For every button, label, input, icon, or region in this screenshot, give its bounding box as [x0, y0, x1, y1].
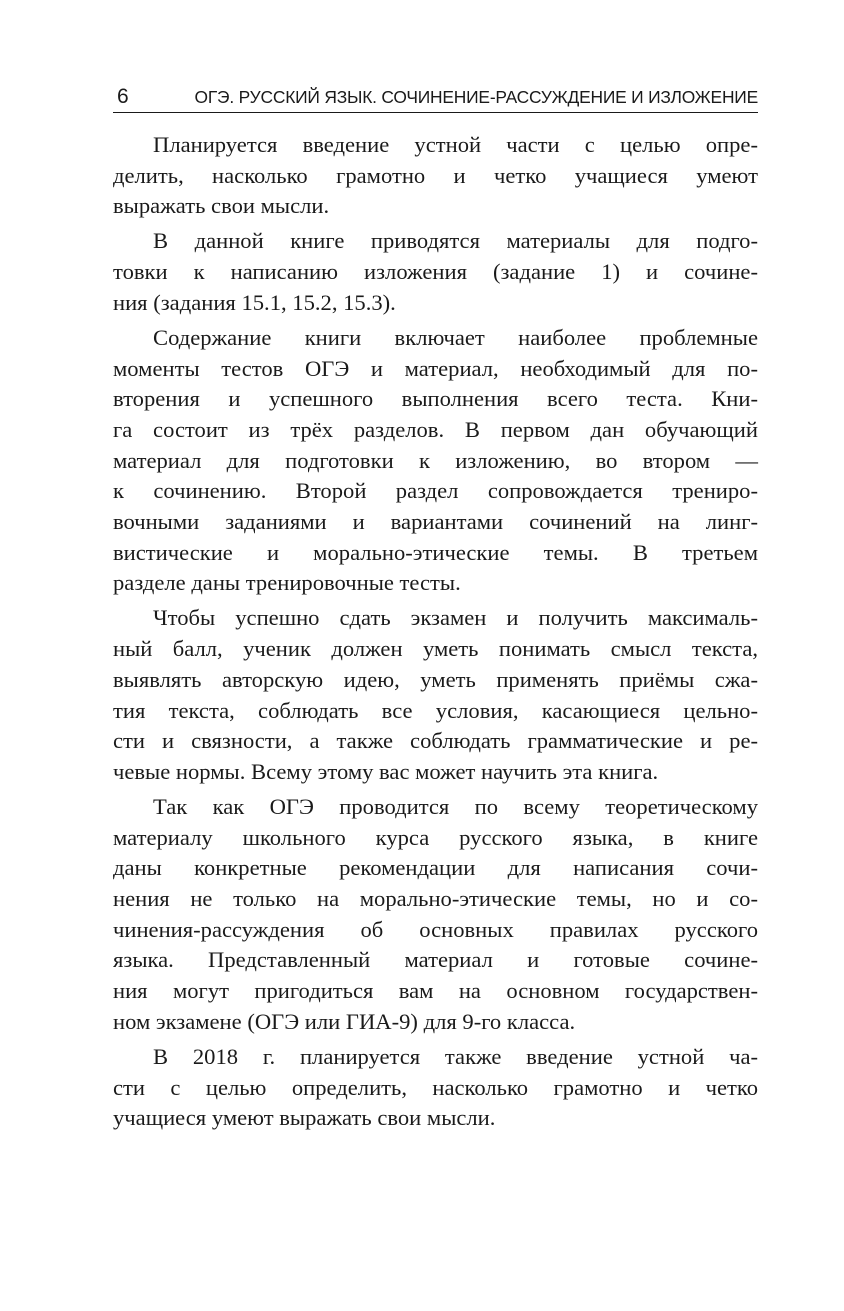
text-line: Содержание книги включает наиболее проблемные: [153, 324, 758, 350]
text-line: языка. Представленный материал и готовые сочине-: [113, 947, 758, 973]
text-line: ния (задания 15.1, 15.2, 15.3).: [113, 289, 396, 315]
text-line: учащиеся умеют выражать свои мысли.: [113, 1105, 496, 1131]
paragraph: [113, 792, 758, 1038]
text-line: чевые нормы. Всему этому вас может научить эта книга.: [113, 758, 659, 784]
text-line: материалу школьного курса русского языка, в книге: [113, 824, 758, 850]
text-line: к сочинению. Второй раздел сопровождается трениро-: [113, 478, 758, 504]
body-text: [113, 130, 758, 1138]
text-line: га состоит из трёх разделов. В первом дан обучающий: [113, 416, 758, 442]
paragraph: [113, 323, 758, 599]
text-line: материал для подготовки к изложению, во втором —: [113, 447, 758, 473]
text-line: моменты тестов ОГЭ и материал, необходимый для по-: [113, 355, 758, 381]
paragraph: [113, 603, 758, 787]
text-line: сти и связности, а также соблюдать грамматические и ре-: [113, 728, 758, 754]
text-line: В данной книге приводятся материалы для подго-: [153, 228, 758, 254]
text-line: товки к написанию изложения (задание 1) и сочине-: [113, 259, 758, 285]
text-line: ный балл, ученик должен уметь понимать смысл текста,: [113, 636, 758, 662]
text-line: вторения и успешного выполнения всего теста. Кни-: [113, 386, 758, 412]
text-line: сти с целью определить, насколько грамотно и четко: [113, 1074, 758, 1100]
running-title: ОГЭ. РУССКИЙ ЯЗЫК. СОЧИНЕНИЕ-РАССУЖДЕНИЕ И ИЗЛОЖЕНИЕ: [194, 87, 758, 107]
page-number: 6: [117, 85, 129, 108]
text-line: Чтобы успешно сдать экзамен и получить максималь-: [153, 605, 758, 631]
paragraph: [113, 1042, 758, 1134]
text-line: Планируется введение устной части с целью опре-: [153, 132, 758, 157]
text-line: нения не только на морально-этические темы, но и со-: [113, 886, 758, 912]
text-line: ном экзамене (ОГЭ или ГИА-9) для 9-го класса.: [113, 1008, 576, 1034]
text-line: вочными заданиями и вариантами сочинений на линг-: [113, 509, 758, 535]
running-header: [113, 84, 758, 113]
text-line: выявлять авторскую идею, уметь применять приёмы сжа-: [113, 666, 758, 692]
text-line: Так как ОГЭ проводится по всему теоретическому: [153, 794, 758, 819]
text-line: чинения-рассуждения об основных правилах русского: [113, 916, 758, 942]
text-line: разделе даны тренировочные тесты.: [113, 570, 461, 596]
text-line: делить, насколько грамотно и четко учащиеся умеют: [113, 162, 758, 188]
text-line: В 2018 г. планируется также введение устной ча-: [153, 1043, 758, 1069]
text-line: ния могут пригодиться вам на основном государствен-: [113, 978, 758, 1004]
paragraph: [113, 130, 758, 222]
text-line: даны конкретные рекомендации для написания сочи-: [113, 855, 758, 881]
text-line: вистические и морально-этические темы. В третьем: [113, 539, 758, 565]
text-line: тия текста, соблюдать все условия, касающиеся цельно-: [113, 697, 758, 723]
paragraph: [113, 226, 758, 318]
text-line: выражать свои мысли.: [113, 193, 330, 219]
